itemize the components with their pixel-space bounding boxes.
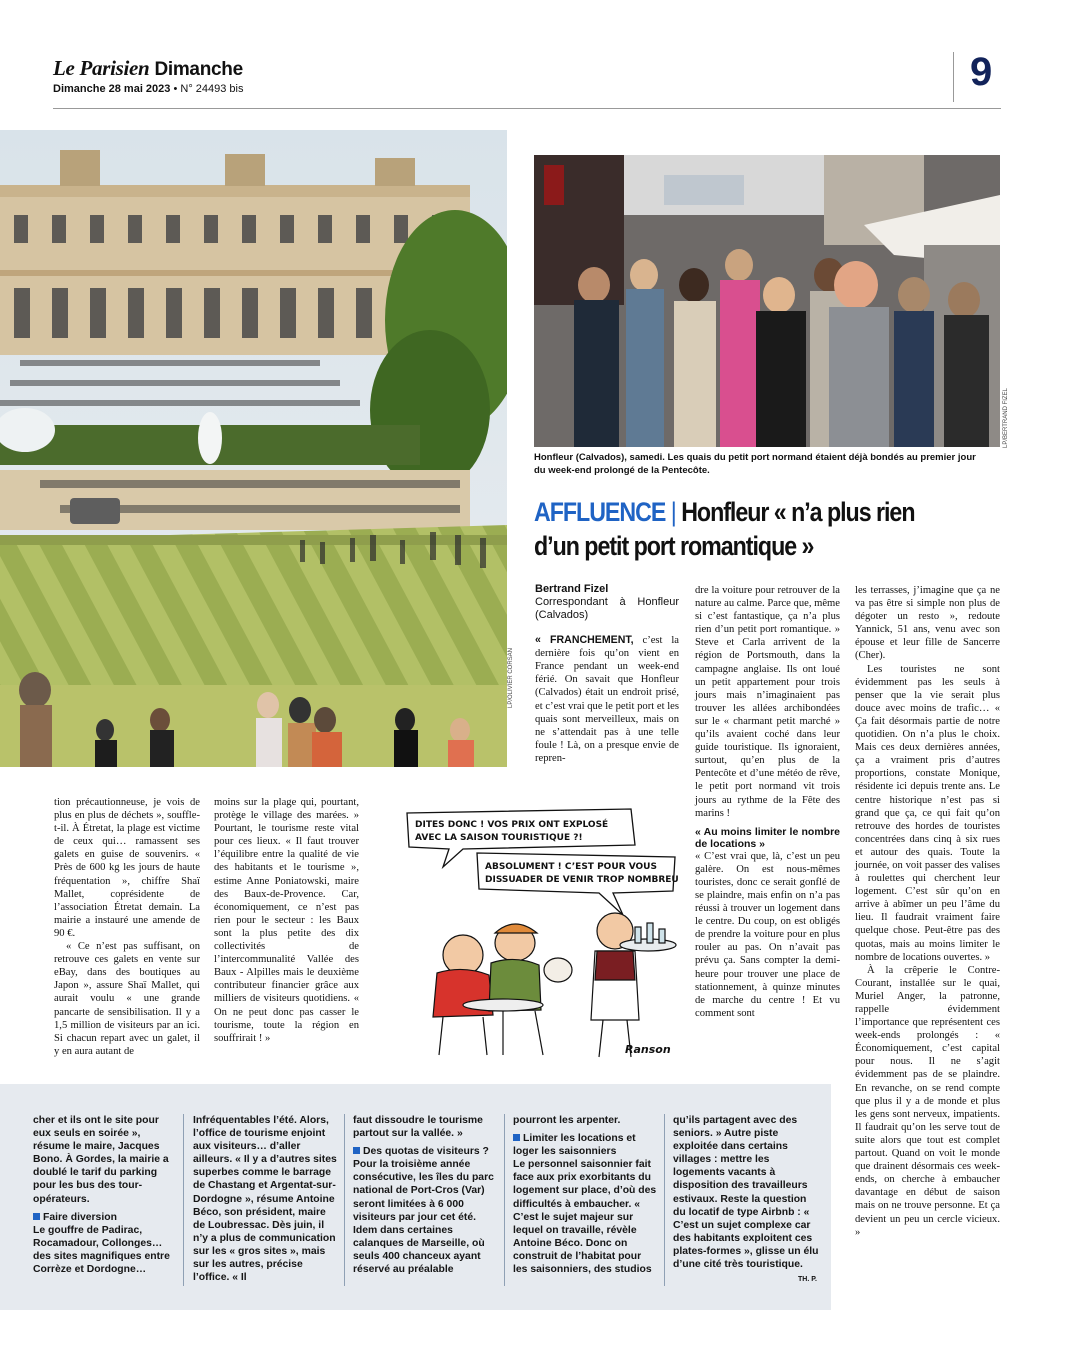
cartoon-signature: Ranson xyxy=(625,1043,671,1056)
bubble1-line2: AVEC LA SAISON TOURISTIQUE ?! xyxy=(415,833,583,843)
paragraph: tion précautionneuse, je vois de plus en plus de déchets », souffle-t-il. À Étretat, la plage est victime de ceux qui… ramassent ses galets en guise de souvenirs. « Près de 600 kg les jours de haute fréquentation », chiffre Shaï Mallet, coprésidente de l’association Étretat demain. La mairie a instauré une amende de 90 €. xyxy=(54,797,200,939)
article-column-3 xyxy=(855,584,1000,1239)
dateline xyxy=(53,83,243,95)
sidebar-column-1 xyxy=(33,1114,173,1276)
bubble1-line1: DITES DONC ! VOS PRIX ONT EXPLOSÉ xyxy=(415,820,609,830)
honfleur-illustration xyxy=(534,155,1000,447)
square-bullet-icon xyxy=(33,1213,40,1220)
sidebar-column-4 xyxy=(513,1114,658,1276)
sidebar-column-5 xyxy=(673,1114,821,1271)
page-number: 9 xyxy=(970,50,993,94)
versailles-illustration xyxy=(0,130,507,767)
square-bullet-icon xyxy=(513,1134,520,1141)
sidebar-signature: TH. P. xyxy=(798,1276,817,1283)
divider xyxy=(953,52,954,102)
subheading: Limiter les locations et loger les saisonniers xyxy=(513,1133,636,1158)
paragraph: moins sur la plage qui, pourtant, protège le village des marées. » Pourtant, le tourisme reste vital pour ces lieux. « Il faut trouver l’équilibre entre la qualité de vie des habitants et le tourisme », estime Anne Poniatowski, maire des Baux-de-Provence. Car, économiquement, ce n’est pas rien pour le secteur : les Baux sont la plus petite des dix collectivités de l’intercommunalité Vallée des Baux - Alpilles mais le deuxième contributeur financier grâce aux milliers de visiteurs quotidiens. « On ne peut donc pas casser le tourisme, toute la région en souffrirait ! » xyxy=(214,797,359,1044)
byline-role: Correspondant à Honfleur (Calvados) xyxy=(535,596,679,622)
cartoon xyxy=(403,805,679,1067)
paragraph: Infréquentables l’été. Alors, l’office de tourisme enjoint aux visiteurs… d’aller ailleurs. « Il y a d’autres sites superbes comme le barrage de Chastang et Argentat-sur-Dordogne », résume Antoine Béco, son président, maire de Loubressac. Dès juin, il n’y a plus de communication sur les « gros sites », mais sur les autres, précise l’office. « Il xyxy=(193,1115,337,1284)
cartoon-drawing xyxy=(403,805,679,1067)
paragraph: faut dissoudre le tourisme partout sur la vallée. » xyxy=(353,1115,483,1140)
headline-line1: Honfleur « n’a plus rien xyxy=(681,497,915,527)
subheading: Des quotas de visiteurs ? xyxy=(353,1145,498,1158)
paragraph: les terrasses, j’imagine que ça ne va pas être si simple non plus de dégoter un resto », redoute Yannick, 51 ans, venu avec son épouse et leur fille de Sancerre (Cher). xyxy=(855,585,1000,662)
paragraph: Les touristes ne sont évidemment pas les seuls à penser que la vie serait plus douce avec moins de trafic… « Ça fait désormais partie de notre quotidien. On n’a plus le choix. Mais ces deux dernières années, ça a vraiment pris d’autres proportions, constate Monique, résidente ici depuis trente ans. Le centre historique n’est pas si grand que ça, ce qui fait qu’on retrouve des hordes de touristes concentrées dans cinq à six rues et autour des quais. Toute la journée, on voit passer des valises à roulettes qui cherchent leur logement. C’est sûr qu’on en arrive à abîmer un peu l’âme du lieu. Il faudrait vraiment faire quelque chose. Peut-être pas des quotas, mais au moins limiter le nombre de locations ouvertes. » xyxy=(855,663,1000,963)
edition-label: Dimanche xyxy=(154,59,243,80)
divider xyxy=(664,1114,665,1286)
logo: Le Parisien xyxy=(53,56,150,80)
continuation-column-2 xyxy=(214,796,359,1045)
bubble2-line2: DISSUADER DE VENIR TROP NOMBREUX. xyxy=(485,875,679,885)
subheading: « Au moins limiter le nombre de locations » xyxy=(695,825,840,850)
paragraph: Le personnel saisonnier fait face aux prix exorbitants du logement sur place, d’où des difficultés à embaucher. « C’est le sujet majeur sur lequel on travaille, révèle Antoine Béco. Donc on construit de l’habitat pour les saisonniers, des studios xyxy=(513,1159,657,1276)
headline-line2: d’un petit port romantique » xyxy=(534,531,814,561)
issue-number: • N° 24493 bis xyxy=(173,83,244,95)
paragraph: dre la voiture pour retrouver de la nature au calme. Parce que, même si c’est fantastique, ça n’a plus rien d’un petit port romantique. » Steve et Carla arrivent de la région de Portsmouth, dans la campagne anglaise. Ils ont loué un petit appartement pour trois jours mais n’imaginaient pas trouver les allées archibondées sur le « charmant petit marché » qu’ils avaient coché dans leur guide touristique. Ils ignoraient, surtout, qu’en plus de la Pentecôte et d’une météo de rêve, le petit port normand vit trois jours au rythme de la Fête des marins ! xyxy=(695,585,841,819)
paragraph: pourront les arpenter. xyxy=(513,1115,621,1126)
article-column-1 xyxy=(535,583,679,765)
divider xyxy=(183,1114,184,1286)
square-bullet-icon xyxy=(353,1147,360,1154)
divider xyxy=(504,1114,505,1286)
paragraph: cher et ils ont le site pour eux seuls en soirée », résume le maire, Jacques Bono. À Gordes, la mairie a doublé le tarif du parking pour les bus des tour-opérateurs. xyxy=(33,1115,169,1205)
headline-separator: | xyxy=(670,497,676,527)
bubble2-line1: ABSOLUMENT ! C’EST POUR VOUS xyxy=(485,862,657,872)
paragraph: qu’ils partagent avec des seniors. » Autre piste exploitée dans certains villages : mettre les logements vacants à disposition des travailleurs estivaux. Reste la question du locatif de type Airbnb : « C’est un sujet complexe car des habitants exploitent ces plates-formes », glisse un élu d’une cité très touristique. xyxy=(673,1115,819,1271)
paragraph: « C’est vrai que, là, c’est un peu galère. On est nous-mêmes touristes, donc ce serait gonflé de se plaindre, mais enfin on n’a pas réussi à trouver un logement dans le centre. Du coup, on est obligés de prendre la voiture pour en plus rouler au pas. On n’avait pas prévu ça. Sans compter la demi-heure pour trouver une place de stationnement, à quinze minutes de marche du centre ! Et vu comment sont xyxy=(695,850,840,1019)
paragraph: Le gouffre de Padirac, Rocamadour, Collonges… des sites magnifiques entre Corrèze et Dordogne… xyxy=(33,1224,170,1276)
sidebar-column-2 xyxy=(193,1114,338,1284)
divider xyxy=(344,1114,345,1286)
paragraph: « FRANCHEMENT, c’est la dernière fois qu’on vient en France pendant un week-end férié. On savait que Honfleur (Calvados) était un endroit prisé, et c’est vrai que le petit port et les quais sont merveilleux, mais on ne s’attendait pas à une telle foule ! Là, on a presque envie de repren- xyxy=(535,634,679,764)
paragraph: À la crêperie le Contre-Courant, installée sur le quai, Muriel Anger, la patronne, rappelle évidemment l’importance que représentent ces week-ends prolongés : « Économiquement, c’est capital pour nous. Il ne s’agit évidemment pas de se plaindre. En revanche, on se rend compte que plus il y a de monde et plus les gens sont nerveux, impatients. Il faudrait qu’on les serve tout de suite alors que tout est complet partout. Quand on voit le monde que drainent désormais ces week-ends, on cherche à embaucher davantage en début de saison mais on ne trouve personne. Et ça devient un peu un cercle vicieux. » xyxy=(855,964,1000,1238)
photo-caption: Honfleur (Calvados), samedi. Les quais du petit port normand étaient déjà bondés au premier jour du week-end prolongé de la Pentecôte. xyxy=(534,452,976,476)
headline xyxy=(534,495,998,563)
brand xyxy=(53,56,243,81)
article-column-2 xyxy=(695,584,840,1020)
byline-name: Bertrand Fizel xyxy=(535,583,609,595)
sidebar-column-3 xyxy=(353,1114,498,1276)
photo-credit: LP/BERTRAND FIZEL xyxy=(1003,388,1009,448)
headline-kicker: AFFLUENCE xyxy=(534,497,666,527)
photo-credit: LP/OLIVIER CORSAN xyxy=(508,647,514,708)
paragraph: « Ce n’est pas suffisant, on retrouve ces galets en vente sur eBay, dans des boutiques au Japon », assure Shaï Mallet, qui aurait voulu « une grande pancarte de sensibilisation. Il y a 1,5 million de visiteurs par an ici. Si chacun repart avec un galet, il y en aura autant de xyxy=(54,941,200,1057)
masthead xyxy=(53,56,243,95)
continuation-column-1 xyxy=(54,796,200,1058)
photo-honfleur xyxy=(534,155,1000,447)
paragraph: Pour la troisième année consécutive, les îles du parc national de Port-Cros (Var) seront limitées à 6 000 visiteurs par jour cet été. Idem dans certaines calanques de Marseille, où seuls 400 chanceux ayant réservé au préalable xyxy=(353,1159,494,1276)
lead-word: « FRANCHEMENT, xyxy=(535,634,634,647)
date: Dimanche 28 mai 2023 xyxy=(53,83,171,95)
subheading: Faire diversion xyxy=(33,1211,173,1224)
divider xyxy=(53,108,1001,109)
photo-versailles xyxy=(0,130,507,767)
